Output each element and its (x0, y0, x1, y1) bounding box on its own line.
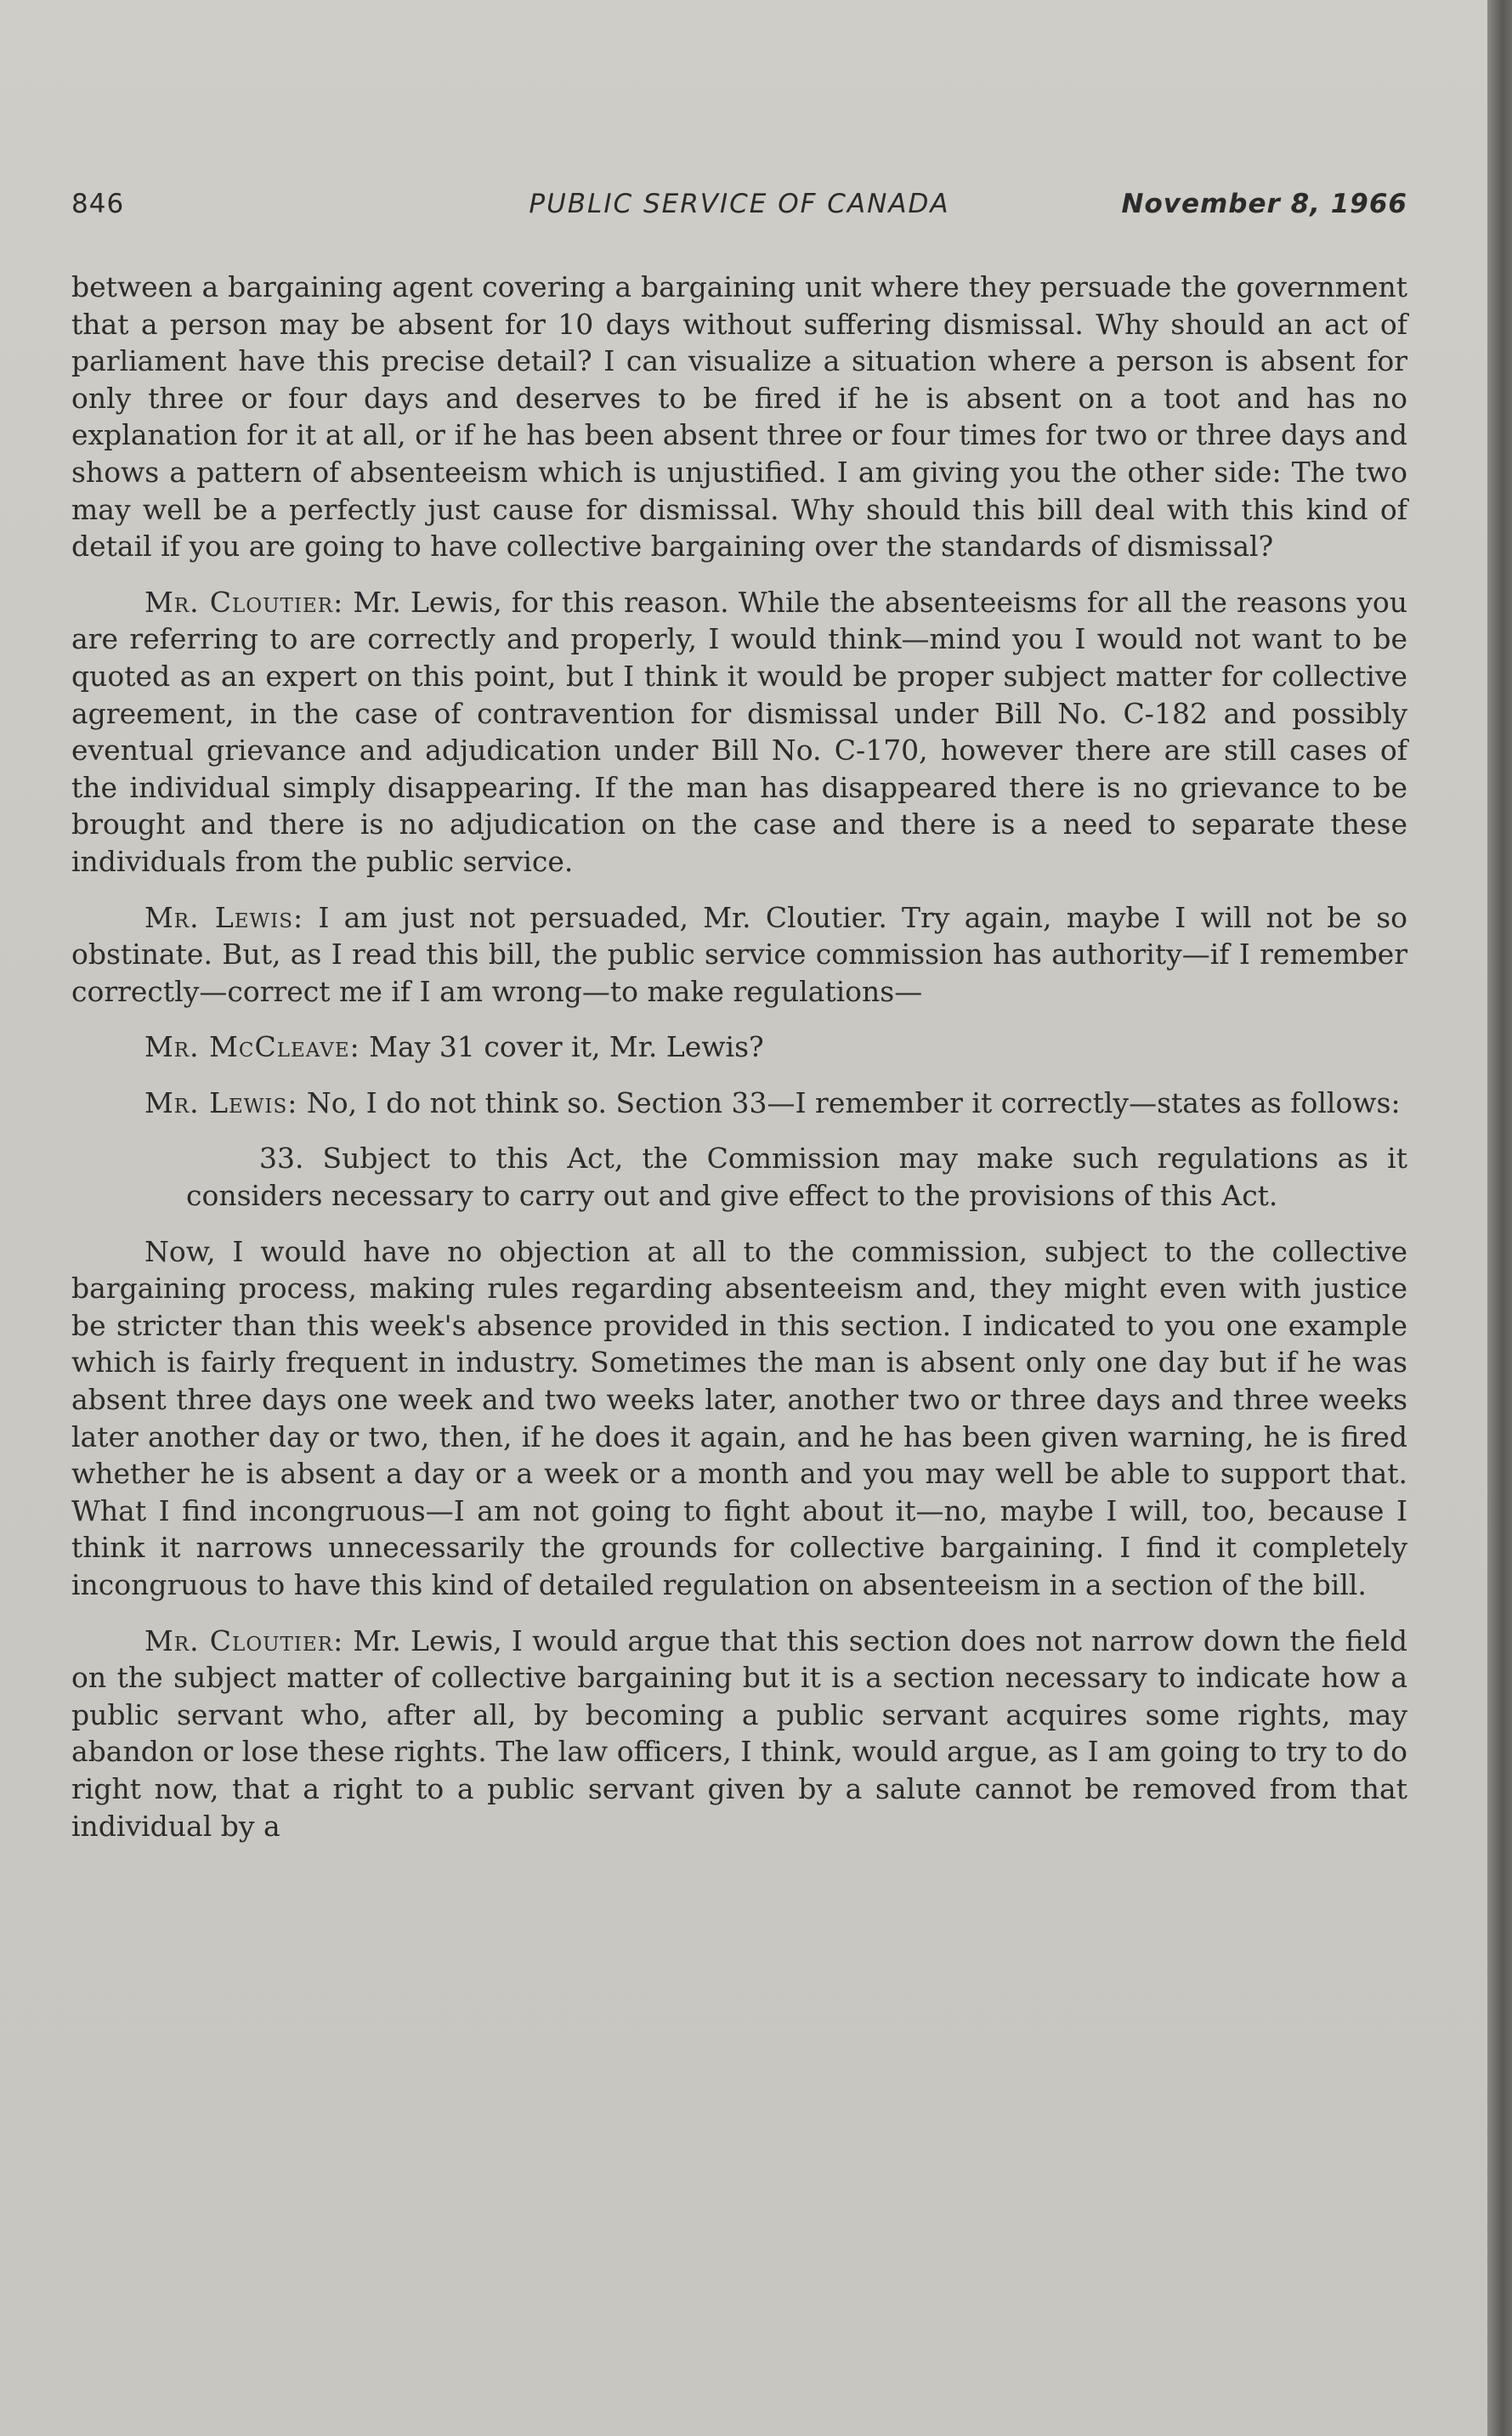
paragraph-text: Mr. Lewis, I would argue that this section does not narrow down the field on the subject matter of collective bargaining but it is a section necessary to indicate how a public servant who, after all, by becoming a public servant acquires some rights, may abandon or lose these rights. The law officers, I think, would argue, as I am going to try to do right now, that a right to a public servant given by a salute cannot be removed from that individual by a (71, 1623, 1407, 1843)
paragraph-text: May 31 cover it, Mr. Lewis? (360, 1030, 764, 1064)
paragraph (71, 584, 1407, 881)
paragraph-text: I am just not persuaded, Mr. Cloutier. Try again, maybe I will not be so obstinate. But, as I read this bill, the public service commission has authority—if I remember correctly—correct me if I am wrong—to make regulations— (71, 900, 1408, 1008)
running-title: PUBLIC SERVICE OF CANADA (529, 189, 950, 219)
speaker-name: Mr. McCleave: (144, 1030, 360, 1064)
body-text (71, 269, 1407, 1863)
paragraph (71, 1028, 1407, 1066)
speaker-name: Mr. Lewis: (144, 1085, 298, 1119)
paragraph-text: No, I do not think so. Section 33—I remember it correctly—states as follows: (297, 1085, 1401, 1119)
page-number: 846 (71, 189, 125, 219)
speaker-name: Mr. Cloutier: (144, 1623, 344, 1657)
paragraph-text: between a bargaining agent covering a bargaining unit where they persuade the government that a person may be absent for 10 days without suffering dismissal. Why should an act of parliament have this precise detail? I can visualize a situation where a person is absent for only three or four days and deserves to be fired if he is absent on a toot and has no explanation for it at all, or if he has been absent three or four times for two or three days and shows a pattern of absenteeism which is unjustified. I am giving you the other side: The two may well be a perfectly just cause for dismissal. Why should this bill deal with this kind of detail if you are going to have collective bargaining over the standards of dismissal? (71, 270, 1407, 564)
paragraph-text: Now, I would have no objection at all to the commission, subject to the collective bargaining process, making rules regarding absenteeism and, they might even with justice be stricter than this week's absence provided in this section. I indicated to you one example which is fairly frequent in industry. Sometimes the man is absent only one day but if he was absent three days one week and two weeks later, another two or three days and three weeks later another day or two, then, if he does it again, and he has been given warning, he is fired whether he is absent a day or a week or a month and you may well be able to support that. What I find incongruous—I am not going to fight about it—no, maybe I will, too, because I think it narrows unnecessarily the grounds for collective bargaining. I find it completely incongruous to have this kind of detailed regulation on absenteeism in a section of the bill. (71, 1234, 1407, 1601)
paragraph (71, 269, 1407, 565)
paragraph-text: Mr. Lewis, for this reason. While the absenteeisms for all the reasons you are referring to are correctly and properly, I would think—mind you I would not want to be quoted as an expert on this point, but I think it would be proper subject matter for collective agreement, in the case of contravention for dismissal under Bill No. C-182 and possibly eventual grievance and adjudication under Bill No. C-170, however there are still cases of the individual simply disappearing. If the man has disappeared there is no grievance to be brought and there is no adjudication on the case and there is a need to separate these individuals from the public service. (71, 585, 1407, 878)
paragraph (71, 1085, 1407, 1122)
speaker-name: Mr. Lewis: (144, 900, 304, 934)
paragraph (71, 1623, 1407, 1845)
speaker-name: Mr. Cloutier: (144, 585, 344, 619)
page-header (71, 189, 1407, 231)
book-spine-shadow (1487, 0, 1512, 2436)
paragraph (71, 899, 1407, 1011)
paragraph (71, 1233, 1407, 1604)
quoted-section: 33. Subject to this Act, the Commission may make such regulations as it considers necessary to carry out and give effect to the provisions of this Act. (186, 1142, 1407, 1213)
header-date: November 8, 1966 (1121, 189, 1407, 219)
